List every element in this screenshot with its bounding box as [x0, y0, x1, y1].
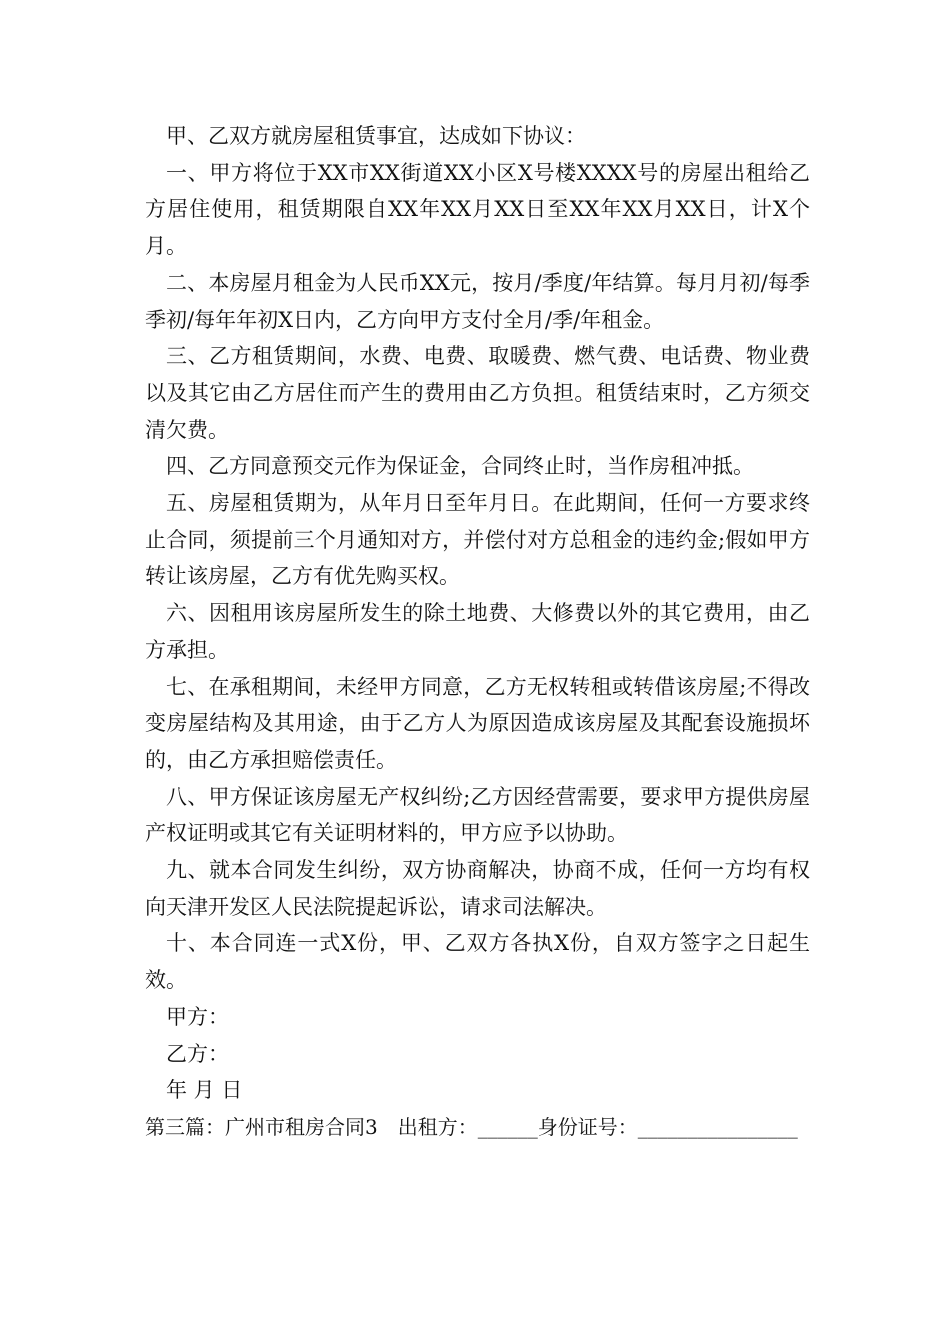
- clause-4: 四、乙方同意预交元作为保证金，合同终止时，当作房租冲抵。: [166, 454, 754, 479]
- clause-6: 六、因租用该房屋所发生的除土地费、大修费以外的其它费用，由乙方承担。: [145, 601, 810, 662]
- clause-1: 一、甲方将位于XX市XX街道XX小区X号楼XXXX号的房屋出租给乙方居住使用，租赁期限自XX年XX月XX日至XX年XX月XX日，计X个月。: [145, 160, 810, 259]
- clause-3: 三、乙方租赁期间，水费、电费、取暖费、燃气费、电话费、物业费以及其它由乙方居住而产生的费用由乙方负担。租赁结束时，乙方须交清欠费。: [145, 344, 810, 442]
- intro-paragraph: 甲、乙双方就房屋租赁事宜，达成如下协议：: [166, 124, 586, 148]
- document-page: [145, 118, 810, 1146]
- clause-10: 十、本合同连一式X份，甲、乙双方各执X份，自双方签字之日起生效。: [145, 931, 810, 993]
- date-line: 年 月 日: [166, 1078, 243, 1103]
- clause-2: 二、本房屋月租金为人民币XX元，按月/季度/年结算。每月月初/每季季初/每年年初X日内，乙方向甲方支付全月/季/年租金。: [145, 270, 810, 332]
- clause-9: 九、就本合同发生纠纷，双方协商解决，协商不成，任何一方均有权向天津开发区人民法院提起诉讼，请求司法解决。: [145, 858, 810, 919]
- clause-8: 八、甲方保证该房屋无产权纠纷;乙方因经营需要，要求甲方提供房屋产权证明或其它有关证明材料的，甲方应予以协助。: [145, 784, 810, 846]
- party-b-signature: 乙方：: [166, 1041, 229, 1066]
- party-a-signature: 甲方：: [166, 1004, 229, 1029]
- clause-5: 五、房屋租赁期为，从年月日至年月日。在此期间，任何一方要求终止合同，须提前三个月通知对方，并偿付对方总租金的违约金;假如甲方转让该房屋，乙方有优先购买权。: [145, 491, 810, 589]
- next-section-heading: 第三篇：广州市租房合同3 出租方：______身份证号：________________: [145, 1114, 798, 1139]
- clause-7: 七、在承租期间，未经甲方同意，乙方无权转租或转借该房屋;不得改变房屋结构及其用途，由于乙方人为原因造成该房屋及其配套设施损坏的，由乙方承担赔偿责任。: [145, 674, 810, 772]
